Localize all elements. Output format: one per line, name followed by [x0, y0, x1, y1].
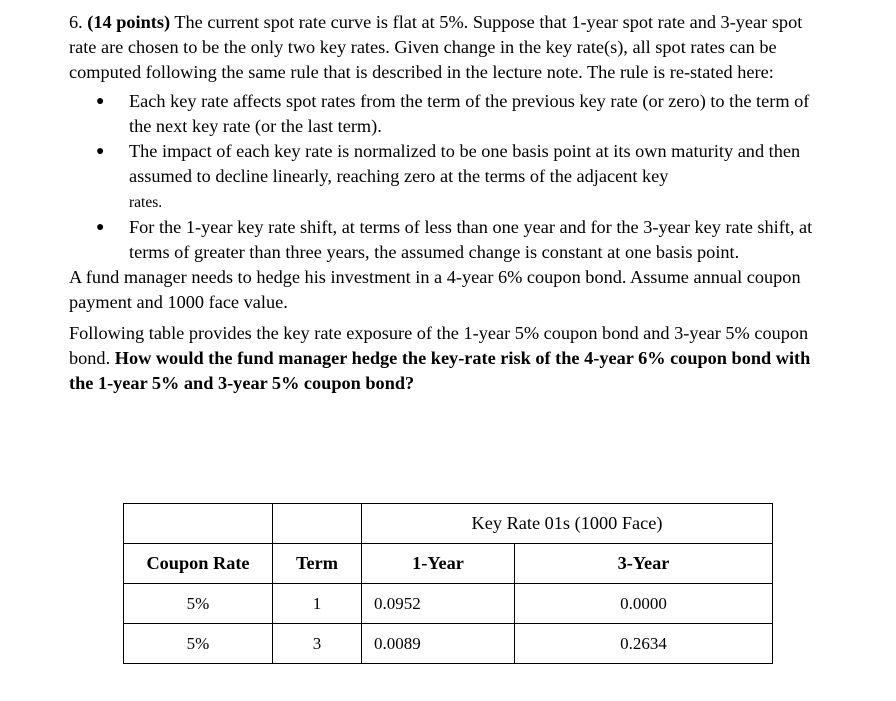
- bullet-icon: ●: [96, 144, 105, 159]
- cell-3-year: 0.2634: [515, 624, 773, 664]
- rule-text: Each key rate affects spot rates from the term of the previous key rate (or zero) to the term of the next key rate (or the last term).: [129, 91, 810, 136]
- table-intro-paragraph: [69, 321, 829, 396]
- column-header-term: Term: [273, 544, 362, 584]
- cell-term: 3: [273, 624, 362, 664]
- empty-cell: [124, 504, 273, 544]
- bullet-icon: ●: [96, 220, 105, 235]
- cell-coupon-rate: 5%: [124, 584, 273, 624]
- empty-cell: [273, 504, 362, 544]
- key-rate-table: [123, 503, 773, 664]
- bold-question: How would the fund manager hedge the key-rate risk of the 4-year 6% coupon bond with the 1-year 5% and 3-year 5% coupon bond?: [69, 348, 811, 393]
- question-intro-text: The current spot rate curve is flat at 5%. Suppose that 1-year spot rate and 3-year spot rate are chosen to be the only two key rates. Given change in the key rate(s), all spot rates can be computed following the same rule that is described in the lecture note. The rule is re-stated here:: [69, 12, 803, 82]
- rule-item: [69, 89, 829, 139]
- rule-item: [69, 215, 829, 265]
- cell-1-year: 0.0952: [362, 584, 515, 624]
- table-row: [124, 624, 773, 664]
- question-number: 6.: [69, 12, 83, 32]
- bullet-icon: ●: [96, 94, 105, 109]
- table-header-row: [124, 544, 773, 584]
- cell-1-year: 0.0089: [362, 624, 515, 664]
- cell-coupon-rate: 5%: [124, 624, 273, 664]
- column-header-coupon-rate: Coupon Rate: [124, 544, 273, 584]
- fund-paragraph: A fund manager needs to hedge his investment in a 4-year 6% coupon bond. Assume annual coupon payment and 1000 face value.: [69, 267, 801, 312]
- cell-3-year: 0.0000: [515, 584, 773, 624]
- question-text: [69, 10, 829, 396]
- rule-item: [69, 139, 829, 215]
- table-intro-text: Following table provides the key rate exposure of the 1-year 5% coupon bond and 3-year 5% coupon bond.: [69, 323, 809, 368]
- table-group-header-row: [124, 504, 773, 544]
- question-points: (14 points): [87, 12, 171, 32]
- rule-text: For the 1-year key rate shift, at terms of less than one year and for the 3-year key rate shift, at terms of greater than three years, the assumed change is constant at one basis point.: [129, 217, 813, 262]
- column-header-1-year: 1-Year: [362, 544, 515, 584]
- table-row: [124, 584, 773, 624]
- column-header-3-year: 3-Year: [515, 544, 773, 584]
- question-intro: [69, 10, 829, 85]
- group-header: Key Rate 01s (1000 Face): [362, 504, 773, 544]
- cell-term: 1: [273, 584, 362, 624]
- rule-text-continuation: rates.: [129, 194, 163, 211]
- rules-list: [69, 89, 829, 265]
- rule-text: The impact of each key rate is normalized to be one basis point at its own maturity and then assumed to decline linearly, reaching zero at the terms of the adjacent key: [129, 141, 801, 186]
